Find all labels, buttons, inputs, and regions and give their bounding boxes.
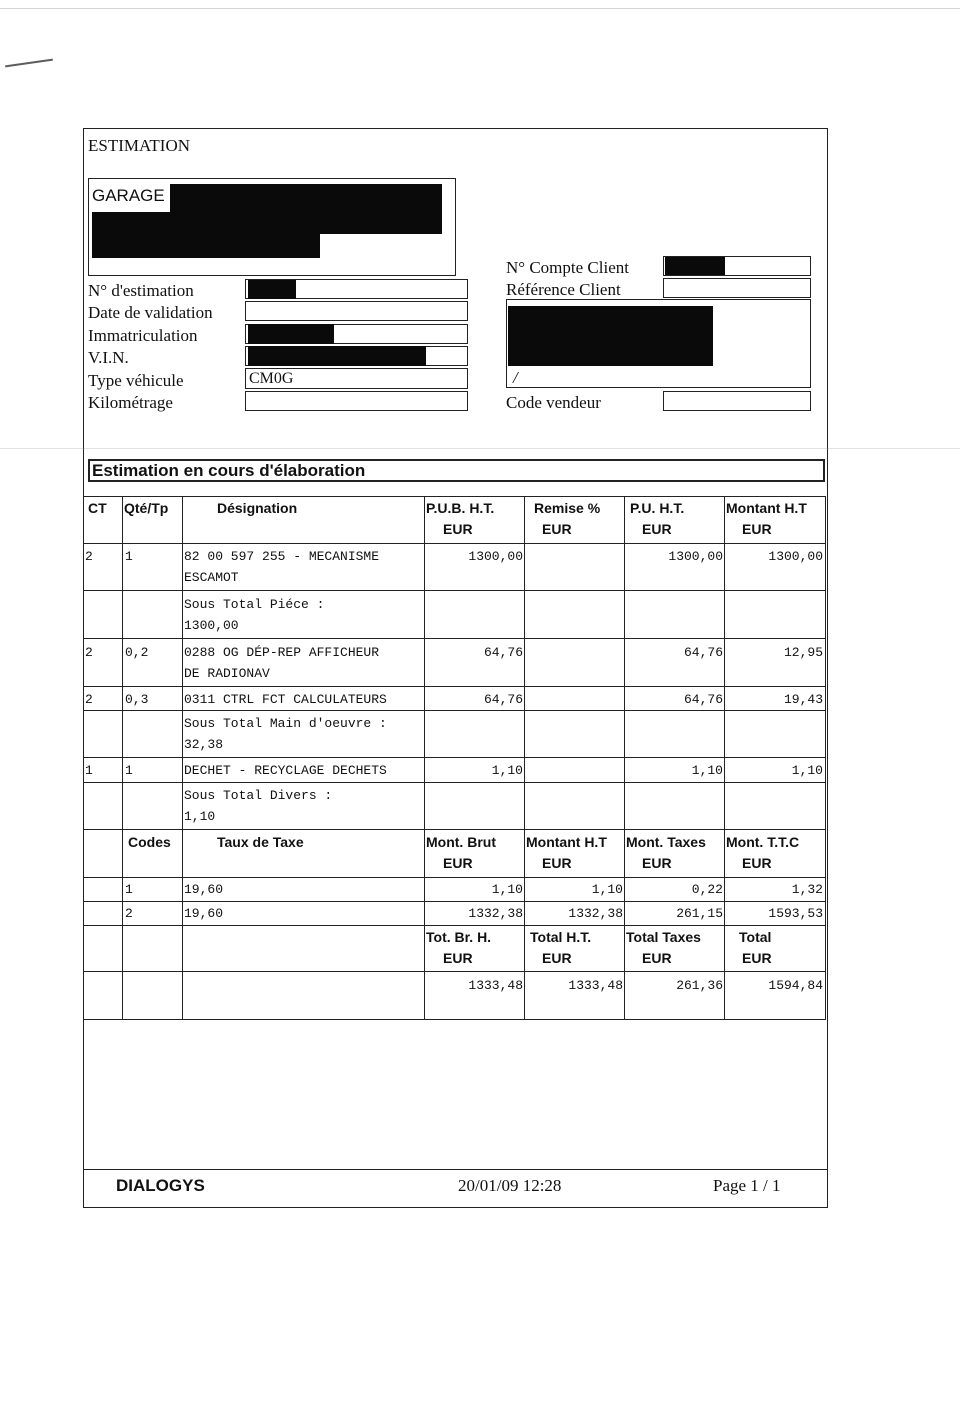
- totals-header-ht-currency: EUR: [542, 950, 572, 966]
- field-label-mileage: Kilométrage: [88, 393, 173, 412]
- tax-ht: 1,10: [591, 882, 623, 897]
- header-montant-ht-currency: EUR: [742, 521, 772, 537]
- row-divider: [83, 829, 826, 830]
- code-vendeur-label: Code vendeur: [506, 393, 601, 412]
- line-montant: 1,10: [791, 763, 823, 778]
- row-divider: [83, 757, 826, 758]
- row-divider: [83, 543, 826, 544]
- garage-label: GARAGE: [92, 186, 165, 205]
- tax-header-taux: Taux de Taxe: [217, 834, 304, 850]
- totals-header-taxes: Total Taxes: [626, 929, 701, 945]
- totals-header-ttc-currency: EUR: [742, 950, 772, 966]
- line-ct: 2: [85, 549, 93, 564]
- subtotal-label: Sous Total Piéce :: [184, 597, 325, 612]
- subtotal-value: 32,38: [184, 737, 224, 752]
- total-ht: 1333,48: [568, 978, 623, 993]
- tax-header-ht-currency: EUR: [542, 855, 572, 871]
- tax-header-taxes-currency: EUR: [642, 855, 672, 871]
- field-mileage: [245, 391, 468, 411]
- reference-client-label: Référence Client: [506, 280, 621, 299]
- subtotal-label: Sous Total Divers :: [184, 788, 333, 803]
- row-divider: [83, 925, 826, 926]
- line-designation-cont: DE RADIONAV: [184, 666, 270, 681]
- col-divider: [724, 496, 725, 1020]
- row-divider: [83, 638, 826, 639]
- line-pub: 1,10: [491, 763, 523, 778]
- line-designation: DECHET - RECYCLAGE DECHETS: [184, 763, 387, 778]
- totals-header-taxes-currency: EUR: [642, 950, 672, 966]
- header-pu-ht: P.U. H.T.: [630, 500, 685, 516]
- tax-rate: 19,60: [184, 882, 224, 897]
- tax-header-ttc: Mont. T.T.C: [726, 834, 800, 850]
- garage-redaction: [92, 234, 320, 258]
- tax-brut: 1332,38: [468, 906, 523, 921]
- totals-header-ttc: Total: [739, 929, 772, 945]
- row-divider: [83, 686, 826, 687]
- tax-ttc: 1593,53: [768, 906, 823, 921]
- tax-brut: 1,10: [491, 882, 523, 897]
- tax-code: 2: [125, 906, 133, 921]
- tax-header-brut: Mont. Brut: [426, 834, 496, 850]
- col-divider: [624, 496, 625, 1020]
- totals-header-brut: Tot. Br. H.: [426, 929, 492, 945]
- field-label-validation-date: Date de validation: [88, 303, 213, 322]
- subtotal-label: Sous Total Main d'oeuvre :: [184, 716, 387, 731]
- line-montant: 12,95: [783, 645, 823, 660]
- line-pu: 64,76: [683, 645, 723, 660]
- footer-divider: [83, 1169, 828, 1170]
- client-address-redaction: [508, 306, 713, 366]
- line-montant: 1300,00: [768, 549, 823, 564]
- line-pub: 64,76: [483, 645, 523, 660]
- field-code-vendeur: [663, 391, 811, 411]
- tax-taxes: 261,15: [676, 906, 723, 921]
- row-divider: [83, 590, 826, 591]
- total-brut: 1333,48: [468, 978, 523, 993]
- garage-redaction: [92, 212, 442, 234]
- line-qte: 0,2: [125, 645, 149, 660]
- tax-rate: 19,60: [184, 906, 224, 921]
- field-reference-client: [663, 278, 811, 298]
- field-label-registration: Immatriculation: [88, 326, 198, 345]
- line-montant: 19,43: [783, 692, 823, 707]
- footer-datetime: 20/01/09 12:28: [458, 1176, 562, 1195]
- footer-brand: DIALOGYS: [116, 1176, 205, 1195]
- line-designation: 0311 CTRL FCT CALCULATEURS: [184, 692, 387, 707]
- col-divider: [182, 496, 183, 1020]
- vin-redaction: [248, 346, 426, 366]
- tax-header-ttc-currency: EUR: [742, 855, 772, 871]
- col-divider: [122, 496, 123, 1020]
- total-taxes: 261,36: [676, 978, 723, 993]
- tax-code: 1: [125, 882, 133, 897]
- header-pub-ht-currency: EUR: [443, 521, 473, 537]
- vehicle-type-value: CM0G: [249, 370, 294, 387]
- field-label-vehicle-type: Type véhicule: [88, 371, 184, 390]
- line-designation: 82 00 597 255 - MECANISME: [184, 549, 380, 564]
- tax-ht: 1332,38: [568, 906, 623, 921]
- total-ttc: 1594,84: [768, 978, 823, 993]
- row-divider: [83, 710, 826, 711]
- line-pub: 1300,00: [468, 549, 523, 564]
- field-label-estimation-number: N° d'estimation: [88, 281, 194, 300]
- header-montant-ht: Montant H.T: [726, 500, 807, 516]
- tax-header-ht: Montant H.T: [526, 834, 607, 850]
- field-label-vin: V.I.N.: [88, 348, 129, 367]
- line-qte: 0,3: [125, 692, 149, 707]
- scan-mark: [5, 59, 53, 68]
- row-divider: [83, 782, 826, 783]
- line-qte: 1: [125, 763, 133, 778]
- header-pu-ht-currency: EUR: [642, 521, 672, 537]
- header-pub-ht: P.U.B. H.T.: [426, 500, 495, 516]
- totals-header-ht: Total H.T.: [530, 929, 592, 945]
- line-qte: 1: [125, 549, 133, 564]
- scan-top-edge: [0, 8, 960, 9]
- header-designation: Désignation: [217, 500, 298, 516]
- client-address-tail: /: [513, 368, 518, 387]
- compte-client-label: N° Compte Client: [506, 258, 629, 277]
- compte-client-redaction: [665, 257, 725, 275]
- line-ct: 1: [85, 763, 93, 778]
- col-divider: [524, 496, 525, 1020]
- tax-header-taxes: Mont. Taxes: [626, 834, 706, 850]
- scan-smudge: [0, 448, 960, 449]
- line-pu: 1,10: [691, 763, 723, 778]
- registration-redaction: [248, 324, 334, 344]
- tax-ttc: 1,32: [791, 882, 823, 897]
- header-qte: Qté/Tp: [124, 500, 169, 516]
- tax-header-codes: Codes: [128, 834, 171, 850]
- tax-header-brut-currency: EUR: [443, 855, 473, 871]
- header-ct: CT: [88, 500, 107, 516]
- header-remise: Remise %: [534, 500, 601, 516]
- footer-page: Page 1 / 1: [713, 1176, 781, 1195]
- col-divider: [424, 496, 425, 1020]
- subtotal-value: 1,10: [184, 809, 216, 824]
- line-pu: 1300,00: [668, 549, 723, 564]
- subtotal-value: 1300,00: [184, 618, 239, 633]
- estimation-number-redaction: [248, 280, 296, 299]
- line-designation: 0288 OG DÉP-REP AFFICHEUR: [184, 645, 380, 660]
- doc-title: ESTIMATION: [88, 136, 190, 155]
- line-ct: 2: [85, 692, 93, 707]
- field-validation-date: [245, 301, 468, 321]
- tax-taxes: 0,22: [691, 882, 723, 897]
- header-remise-currency: EUR: [542, 521, 572, 537]
- row-divider: [83, 901, 826, 902]
- status-banner-text: Estimation en cours d'élaboration: [92, 461, 366, 480]
- row-divider: [83, 877, 826, 878]
- line-pub: 64,76: [483, 692, 523, 707]
- totals-header-brut-currency: EUR: [443, 950, 473, 966]
- line-ct: 2: [85, 645, 93, 660]
- line-pu: 64,76: [683, 692, 723, 707]
- row-divider: [83, 971, 826, 972]
- line-designation-cont: ESCAMOT: [184, 570, 239, 585]
